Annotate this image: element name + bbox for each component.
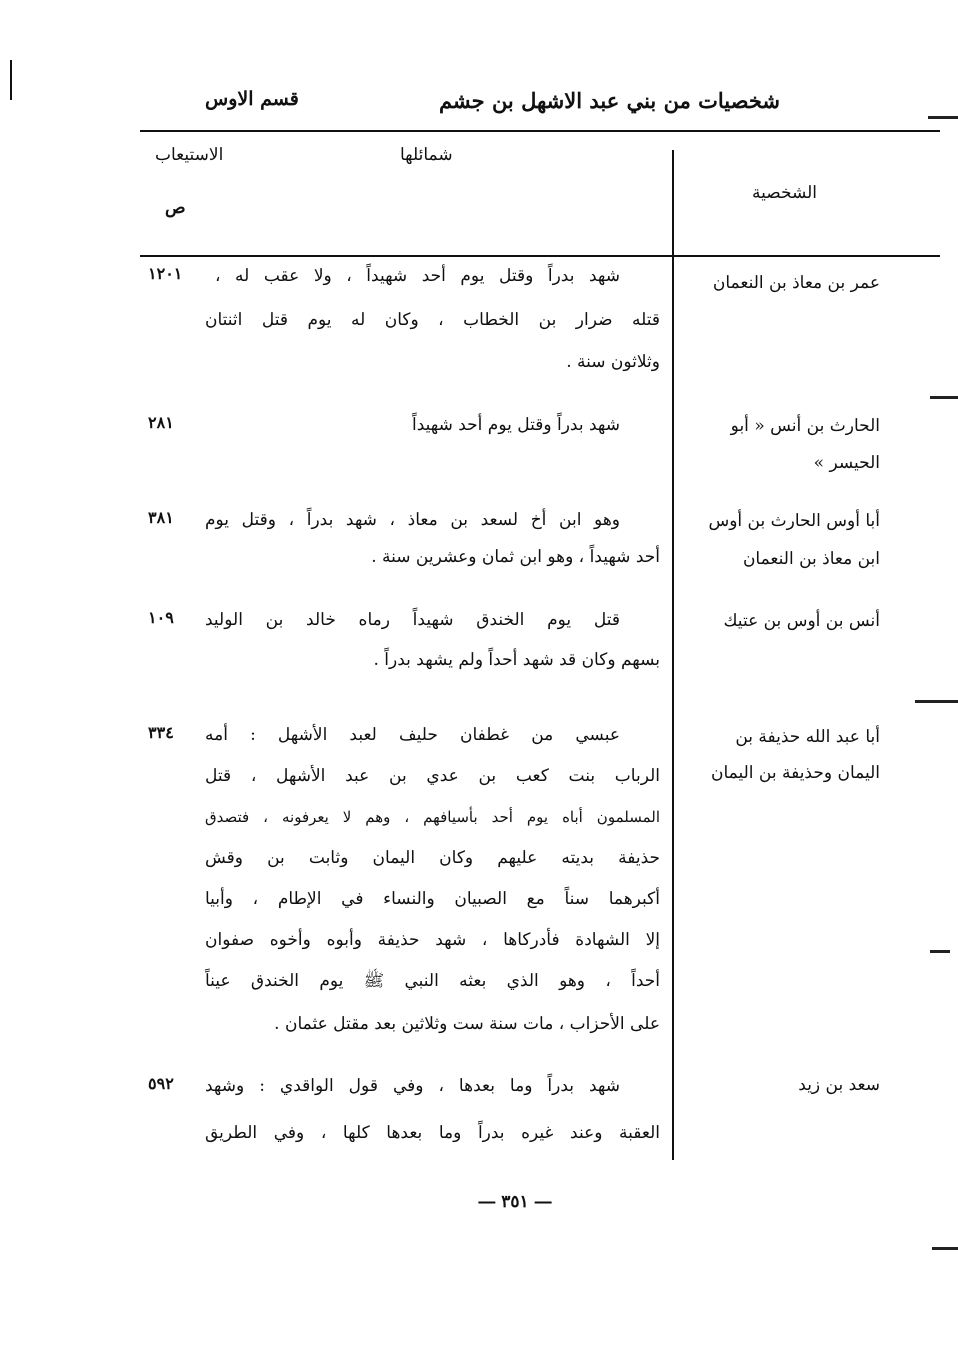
scan-mark bbox=[10, 60, 12, 100]
description-line: أحداً ، وهو الذي بعثه النبي ﷺ يوم الخندق عيناً bbox=[205, 971, 660, 991]
description-line: المسلمون أباه يوم أحد بأسيافهم ، وهم لا يعرفونه ، فتصدق bbox=[205, 808, 660, 826]
header-bottom-rule bbox=[140, 255, 940, 257]
description-line: أحد شهيداً ، وهو ابن ثمان وعشرين سنة . bbox=[371, 547, 660, 567]
person-name: اليمان وحذيفة بن اليمان bbox=[710, 763, 880, 783]
column-header-person: الشخصية bbox=[752, 183, 818, 203]
header-top-rule bbox=[140, 130, 940, 132]
page-reference: ١٠٩ bbox=[148, 608, 174, 627]
person-name: عمر بن معاذ بن النعمان bbox=[712, 273, 880, 293]
column-header-source: الاستيعاب bbox=[155, 145, 224, 165]
scan-mark bbox=[930, 950, 950, 953]
description-line: بسهم وكان قد شهد أحداً ولم يشهد بدراً . bbox=[373, 650, 660, 670]
description-line: وثلاثون سنة . bbox=[566, 352, 660, 372]
scan-mark bbox=[915, 700, 958, 703]
page-reference: ٥٩٢ bbox=[148, 1074, 174, 1093]
person-name: أبا عبد الله حذيفة بن bbox=[735, 727, 880, 747]
description-line: شهد بدراً وما بعدها ، وفي قول الواقدي : وشهد bbox=[205, 1076, 620, 1096]
description-line: أكبرهما سناً مع الصبيان والنساء في الإطام ، وأبيا bbox=[205, 889, 660, 909]
description-line: على الأحزاب ، مات سنة ست وثلاثين بعد مقتل عثمان . bbox=[274, 1014, 660, 1034]
page-reference: ٣٣٤ bbox=[148, 723, 174, 742]
page-reference: ١٢٠١ bbox=[148, 264, 183, 283]
section-title: قسم الاوس bbox=[205, 88, 299, 110]
description-line: شهد بدراً وقتل يوم أحد شهيداً ، ولا عقب له ، bbox=[215, 266, 620, 286]
description-line: عبسي من غطفان حليف لعبد الأشهل : أمه bbox=[205, 725, 620, 745]
description-line: الرباب بنت كعب بن عدي بن عبد الأشهل ، قتل bbox=[205, 766, 660, 786]
person-name: الحيسر » bbox=[813, 453, 880, 473]
scan-mark bbox=[932, 1247, 958, 1250]
description-line: وهو ابن أخ لسعد بن معاذ ، شهد بدراً ، وقتل يوم bbox=[205, 510, 620, 530]
description-line: إلا الشهادة فأدركاها ، شهد حذيفة وأبوه وأخوه صفوان bbox=[205, 930, 660, 950]
page-title: شخصيات من بني عبد الاشهل بن جشم bbox=[438, 88, 780, 113]
page-number: ― ٣٥١ ― bbox=[478, 1192, 552, 1212]
description-line: شهد بدراً وقتل يوم أحد شهيداً bbox=[411, 415, 620, 435]
column-header-traits: شمائلها bbox=[400, 145, 453, 165]
person-name: سعد بن زيد bbox=[798, 1075, 880, 1095]
page-reference: ٢٨١ bbox=[148, 413, 174, 432]
person-name: الحارث بن أنس « أبو bbox=[730, 416, 880, 436]
description-line: قتل يوم الخندق شهيداً رماه خالد بن الوليد bbox=[205, 610, 620, 630]
page-reference: ٣٨١ bbox=[148, 508, 174, 527]
description-line: قتله ضرار بن الخطاب ، وكان له يوم قتل اثنتان bbox=[205, 310, 660, 330]
person-name: ابن معاذ بن النعمان bbox=[742, 549, 880, 569]
person-name: أبا أوس الحارث بن أوس bbox=[708, 511, 880, 531]
person-name: أنس بن أوس بن عتيك bbox=[723, 611, 880, 631]
description-line: حذيفة بديته عليهم وكان اليمان وثابت بن وقش bbox=[205, 848, 660, 868]
column-divider bbox=[672, 150, 674, 1160]
scan-mark bbox=[928, 116, 958, 119]
column-header-page: ص bbox=[165, 198, 186, 218]
description-line: العقبة وعند غيره بدراً وما بعدها كلها ، وفي الطريق bbox=[205, 1123, 660, 1143]
scan-mark bbox=[930, 396, 958, 399]
